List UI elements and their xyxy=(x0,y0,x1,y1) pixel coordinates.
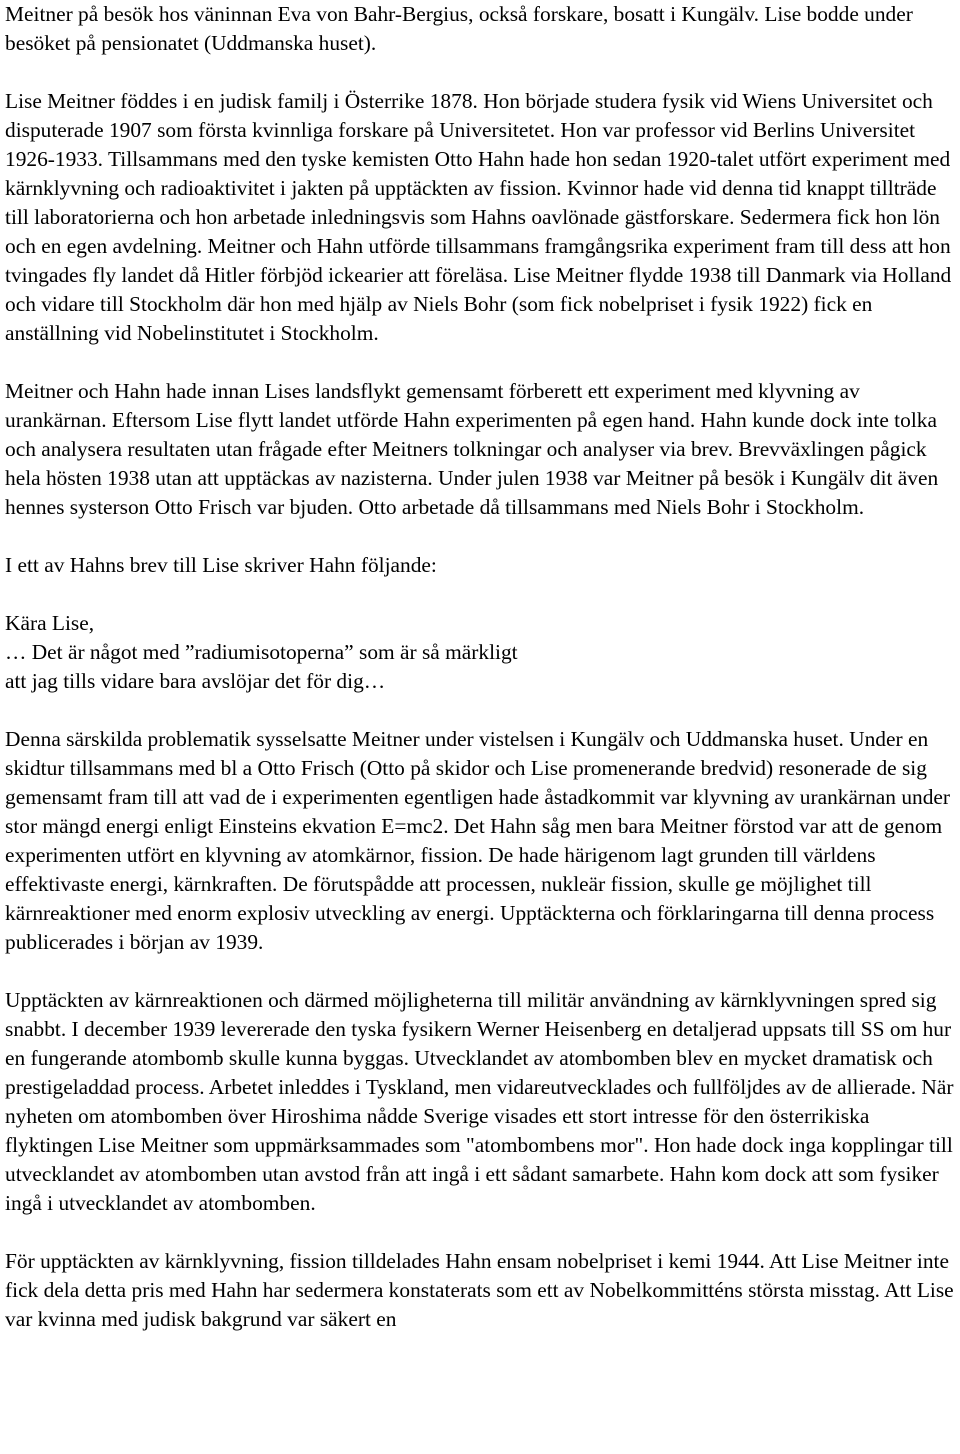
paragraph-gap xyxy=(5,522,957,551)
paragraph-experiment: Meitner och Hahn hade innan Lises landsflykt gemensamt förberett ett experiment med klyvning av urankärnan. Eftersom Lise flytt landet utförde Hahn experimenten på egen hand. Hahn kunde dock inte tolka och analysera resultaten utan frågade efter Meitners tolkningar och analyser via brev. Brevväxlingen pågick hela hösten 1938 utan att upptäckas av nazisterna. Under julen 1938 var Meitner på besök i Kungälv dit även hennes systerson Otto Frisch var bjuden. Otto arbetade då tillsammans med Niels Bohr i Stockholm. xyxy=(5,379,939,519)
document-page xyxy=(5,0,957,1334)
paragraph-visit: Meitner på besök hos väninnan Eva von Bahr-Bergius, också forskare, bosatt i Kungälv. Lise bodde under besöket på pensionatet (Uddmanska huset). xyxy=(5,2,913,55)
paragraph-fission: Denna särskilda problematik sysselsatte Meitner under vistelsen i Kungälv och Uddmanska huset. Under en skidtur tillsammans med bl a Otto Frisch (Otto på skidor och Lise promenerande bredvid) resonerade de sig gemensamt fram till att vad de i experimenten egentligen hade åstadkommit var klyvning av urankärnan under stor mängd energi enligt Einsteins ekvation E=mc2. Det Hahn såg men bara Meitner förstod var att de genom experimenten utfört en klyvning av atomkärnor, fission. De hade härigenom lagt grunden till världens effektivaste energi, kärnkraften. De förutspådde att processen, nukleär fission, skulle ge möjlighet till kärnreaktioner med enorm explosiv utveckling av energi. Upptäckterna och förklaringarna till denna process publicerades i början av 1939. xyxy=(5,727,951,954)
paragraph-gap xyxy=(5,1218,957,1247)
paragraph-gap xyxy=(5,696,957,725)
letter-line: … Det är något med ”radiumisotoperna” som är så märkligt xyxy=(5,640,518,664)
paragraph-biography: Lise Meitner föddes i en judisk familj i Österrike 1878. Hon började studera fysik vid Wiens Universitet och disputerade 1907 som första kvinnliga forskare på Universitetet. Hon var professor vid Berlins Universitet 1926-1933. Tillsammans med den tyske kemisten Otto Hahn hade hon sedan 1920-talet utfört experiment med kärnklyvning och radioaktivitet i jakten på upptäckten av fission. Kvinnor hade vid denna tid knappt tillträde till laboratorierna och hon arbetade inledningsvis som Hahns oavlönade gästforskare. Sedermera fick hon lön och en egen avdelning. Meitner och Hahn utförde tillsammans framgångsrika experiment fram till dess att hon tvingades fly landet då Hitler förbjöd ickearier att föreläsa. Lise Meitner flydde 1938 till Danmark via Holland och vidare till Stockholm där hon med hjälp av Niels Bohr (som fick nobelpriset i fysik 1922) fick en anställning vid Nobelinstitutet i Stockholm. xyxy=(5,89,952,345)
paragraph-gap xyxy=(5,957,957,986)
paragraph-gap xyxy=(5,580,957,609)
paragraph-nobel: För upptäckten av kärnklyvning, fission tilldelades Hahn ensam nobelpriset i kemi 1944. Att Lise Meitner inte fick dela detta pris med Hahn har sedermera konstaterats som ett av Nobelkommitténs största misstag. Att Lise var kvinna med judisk bakgrund var säkert en xyxy=(5,1249,954,1331)
paragraph-letter-intro: I ett av Hahns brev till Lise skriver Hahn följande: xyxy=(5,553,437,577)
letter-greeting: Kära Lise, xyxy=(5,611,95,635)
paragraph-atombomb: Upptäckten av kärnreaktionen och därmed möjligheterna till militär användning av kärnklyvningen spred sig snabbt. I december 1939 levererade den tyska fysikern Werner Heisenberg en detaljerad uppsats till SS om hur en fungerande atombomb skulle kunna byggas. Utvecklandet av atombomben blev en mycket dramatisk och prestigeladdad process. Arbetet inleddes i Tyskland, men vidareutvecklades och fullföljdes av de allierade. När nyheten om atombomben över Hiroshima nådde Sverige visades ett stort intresse för den österrikiska flyktingen Lise Meitner som uppmärksammades som "atombombens mor". Hon hade dock inga kopplingar till utvecklandet av atombomben utan avstod från att ingå i ett sådant samarbete. Hahn kom dock att som fysiker ingå i utvecklandet av atombomben. xyxy=(5,988,954,1215)
letter-line: att jag tills vidare bara avslöjar det för dig… xyxy=(5,669,386,693)
letter-quote xyxy=(5,609,957,696)
paragraph-gap xyxy=(5,348,957,377)
paragraph-gap xyxy=(5,58,957,87)
